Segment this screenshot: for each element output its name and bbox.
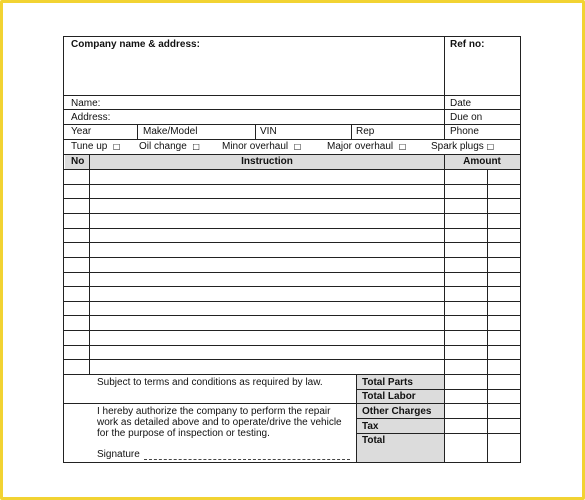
address-field-label: Address: <box>71 112 111 123</box>
table-row <box>64 315 520 316</box>
table-row <box>64 257 520 258</box>
table-row <box>64 198 520 199</box>
header-divider <box>444 37 445 95</box>
spark-plugs-checkbox[interactable]: □ <box>486 142 495 151</box>
amount-column-header: Amount <box>463 156 501 167</box>
service-major-overhaul: Major overhaul □ <box>327 141 407 152</box>
table-row <box>64 213 520 214</box>
tune-up-checkbox[interactable]: □ <box>112 142 121 151</box>
table-row <box>64 228 520 229</box>
total-labor-label: Total Labor <box>362 391 416 402</box>
rep-label: Rep <box>356 126 375 137</box>
total-label: Total <box>362 435 386 446</box>
due-on-label: Due on <box>450 112 483 123</box>
make-model-label: Make/Model <box>143 126 198 137</box>
company-label: Company name & address: <box>71 39 200 50</box>
vin-label: VIN <box>260 126 277 137</box>
table-row <box>64 286 520 287</box>
table-row <box>64 301 520 302</box>
service-minor-overhaul: Minor overhaul □ <box>222 141 302 152</box>
total-parts-label: Total Parts <box>362 377 413 388</box>
service-spark-plugs: Spark plugs □ <box>431 141 495 152</box>
signature-line[interactable] <box>144 459 350 460</box>
instruction-column-header: Instruction <box>241 156 293 167</box>
table-row <box>64 242 520 243</box>
table-row <box>64 345 520 346</box>
ref-no-label: Ref no: <box>450 39 485 50</box>
oil-change-checkbox[interactable]: □ <box>192 142 200 151</box>
year-label: Year <box>71 126 92 137</box>
terms-text: Subject to terms and conditions as required by law. <box>97 377 323 388</box>
no-column-divider <box>89 154 90 374</box>
instruction-column-divider <box>444 154 445 462</box>
date-label: Date <box>450 98 472 109</box>
service-tune-up: Tune up □ <box>71 141 121 152</box>
no-column-header: No <box>71 156 85 167</box>
table-row <box>64 272 520 273</box>
repair-order-form <box>63 36 521 463</box>
table-row <box>64 359 520 360</box>
table-row <box>64 330 520 331</box>
table-row <box>64 184 520 185</box>
minor-overhaul-checkbox[interactable]: □ <box>293 142 302 151</box>
major-overhaul-checkbox[interactable]: □ <box>398 142 407 151</box>
name-field-label: Name: <box>71 98 101 109</box>
phone-label: Phone <box>450 126 479 137</box>
authorization-text: I hereby authorize the company to perform the repair work as detailed above and to operate/drive the vehicle for the purpose of inspection or testing. <box>97 406 342 439</box>
signature-label: Signature <box>97 449 140 460</box>
service-oil-change: Oil change □ <box>139 141 200 152</box>
tax-label: Tax <box>362 421 379 432</box>
other-charges-label: Other Charges <box>362 406 432 417</box>
